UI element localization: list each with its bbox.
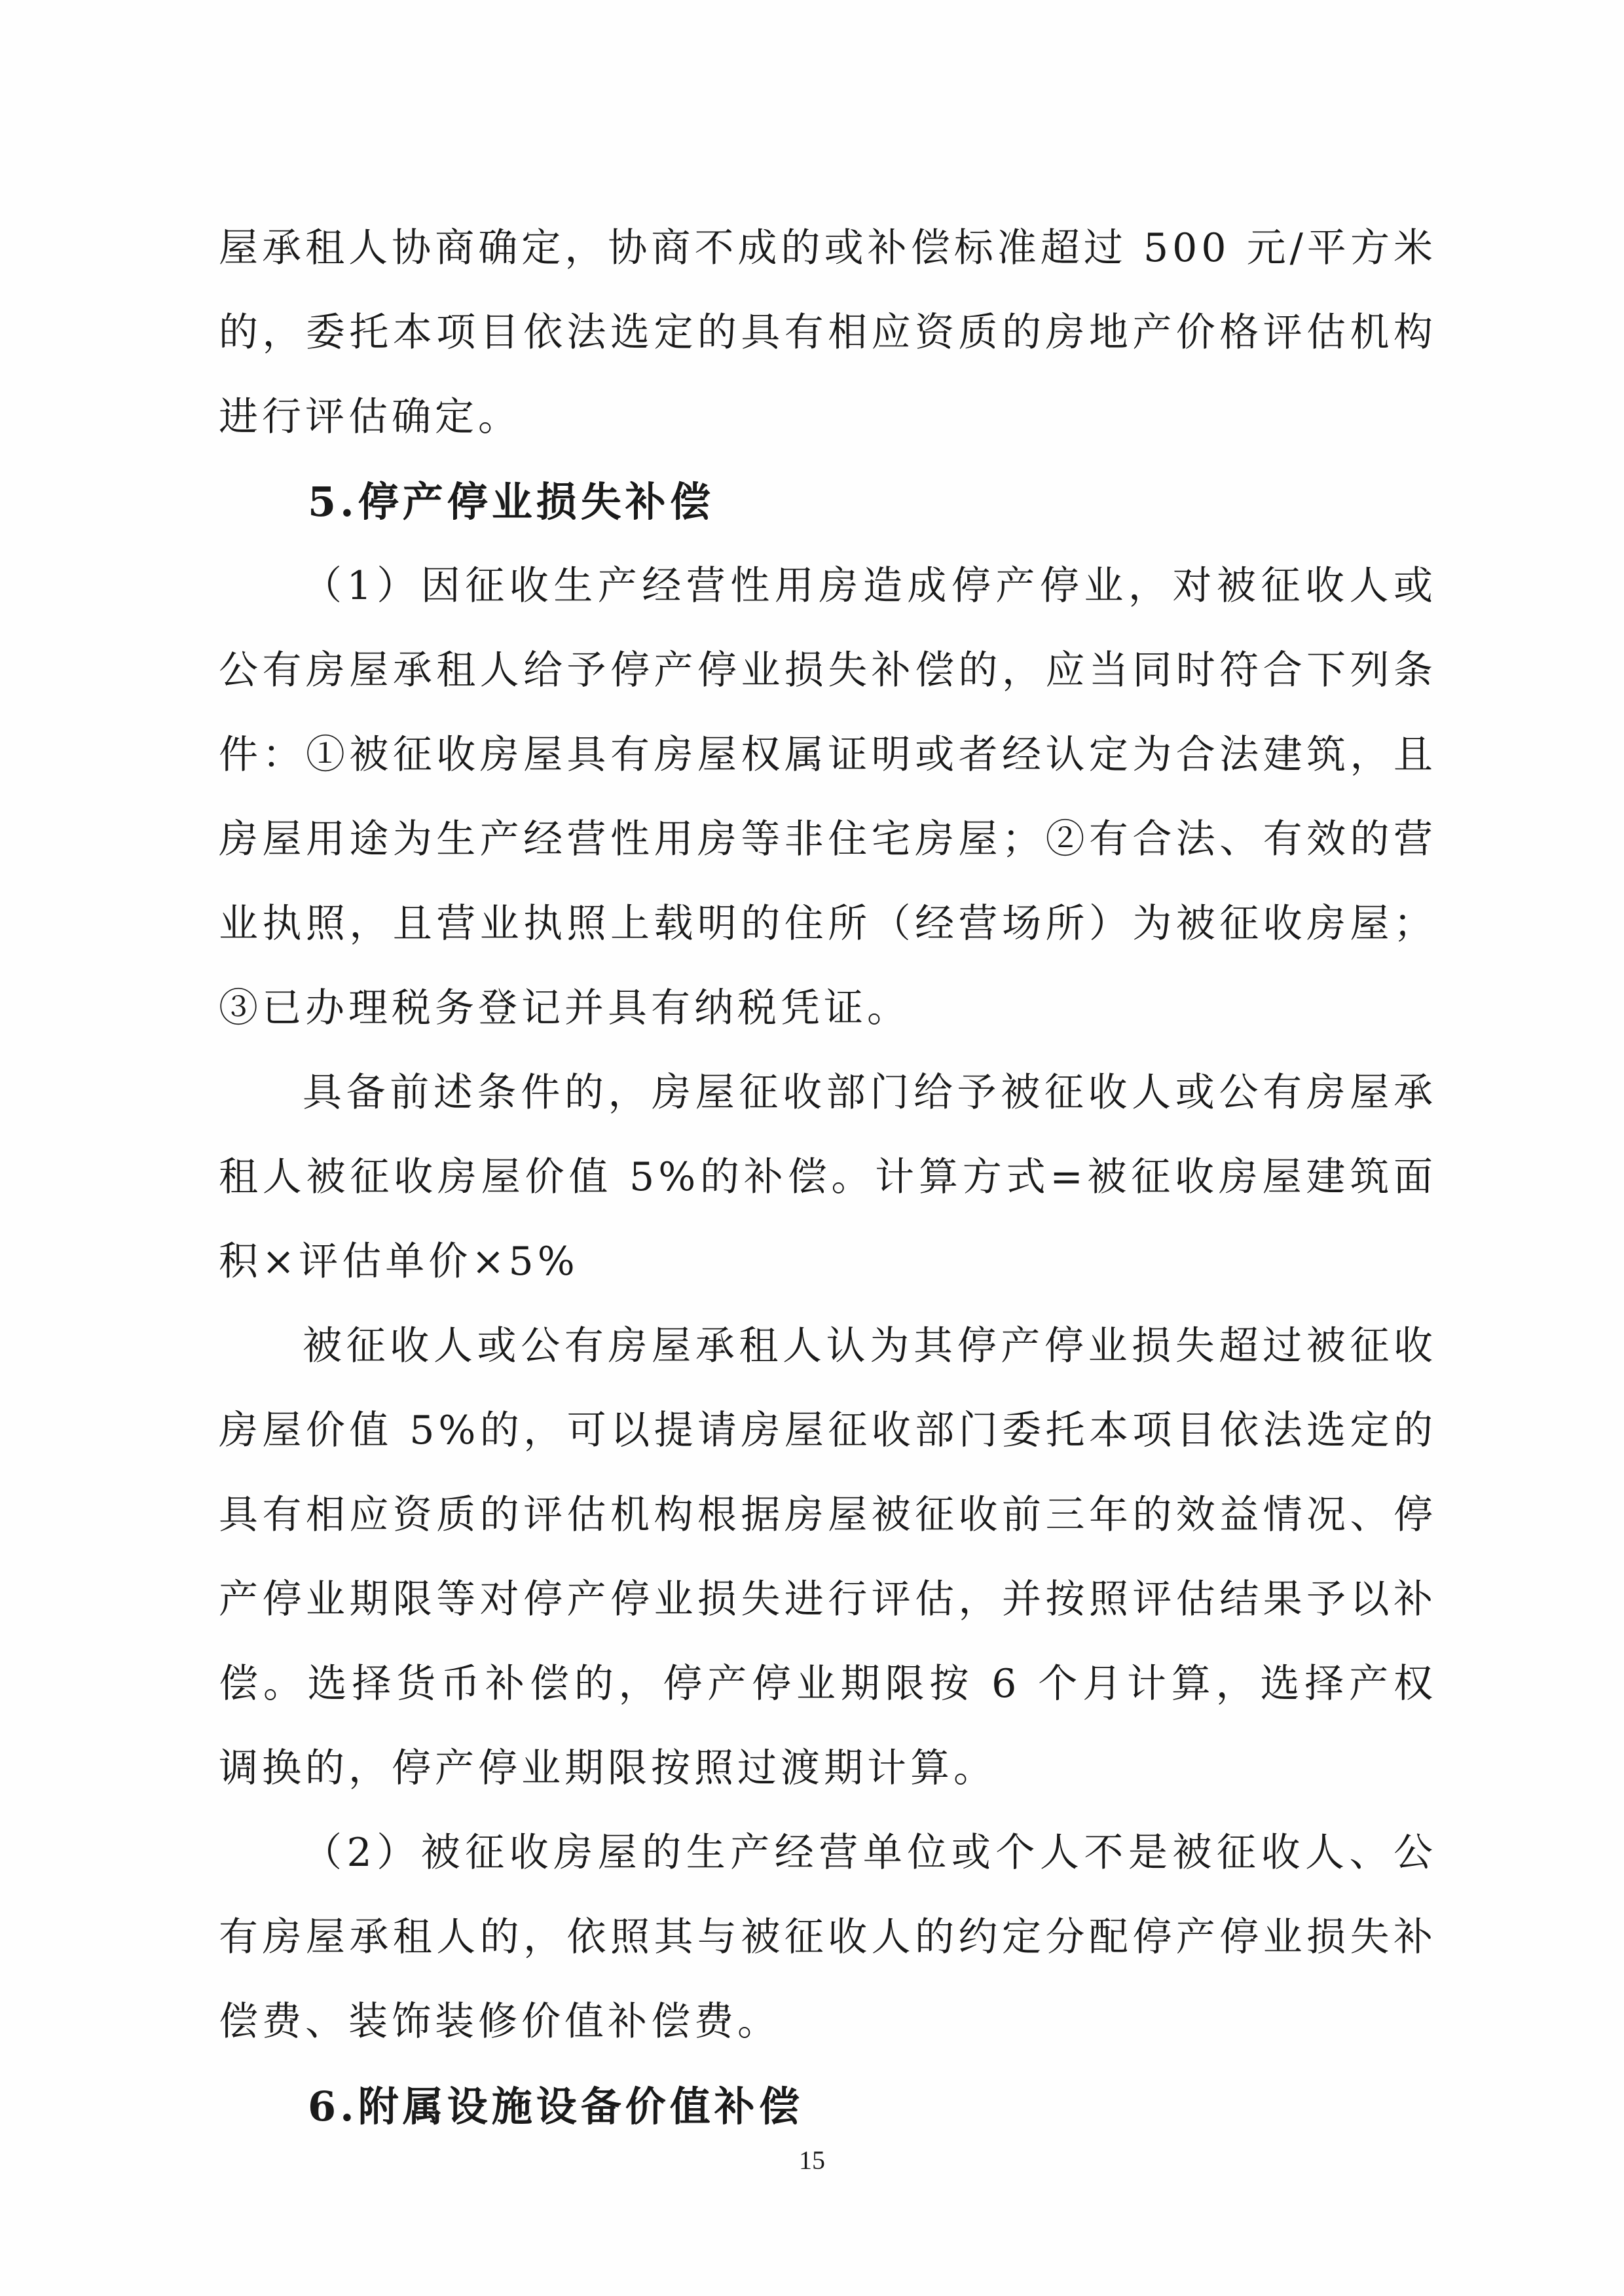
paragraph-compensation-rate: 具备前述条件的，房屋征收部门给予被征收人或公有房屋承租人被征收房屋价值 5%的补偿。计算方式=被征收房屋建筑面积×评估单价×5% (219, 1070, 1437, 1285)
paragraph-distribution: （2）被征收房屋的生产经营单位或个人不是被征收人、公有房屋承租人的，依照其与被征收人的约定分配停产停业损失补偿费、装饰装修价值补偿费。 (219, 1830, 1437, 2045)
paragraph-conditions: （1）因征收生产经营性用房造成停产停业，对被征收人或公有房屋承租人给予停产停业损失补偿的，应当同时符合下列条件：①被征收房屋具有房屋权属证明或者经认定为合法建筑，且房屋用途为生产经营性用房等非住宅房屋；②有合法、有效的营业执照，且营业执照上载明的住所（经营场所）为被征收房屋；③已办理税务登记并具有纳税凭证。 (219, 563, 1437, 1031)
section-heading-5: 5.停产停业损失补偿 (308, 478, 714, 526)
section-heading-6: 6.附属设施设备价值补偿 (308, 2083, 803, 2130)
page-number: 15 (799, 2145, 825, 2175)
paragraph-loss-assessment: 被征收人或公有房屋承租人认为其停产停业损失超过被征收房屋价值 5%的，可以提请房屋征收部门委托本项目依法选定的具有相应资质的评估机构根据房屋被征收前三年的效益情况、停产停业期限等对停产停业损失进行评估，并按照评估结果予以补偿。选择货币补偿的，停产停业期限按 6 个月计算，选择产权调换的，停产停业期限按照过渡期计算。 (219, 1323, 1437, 1791)
paragraph-continuation: 屋承租人协商确定，协商不成的或补偿标准超过 500 元/平方米的，委托本项目依法选定的具有相应资质的房地产价格评估机构进行评估确定。 (219, 225, 1437, 440)
